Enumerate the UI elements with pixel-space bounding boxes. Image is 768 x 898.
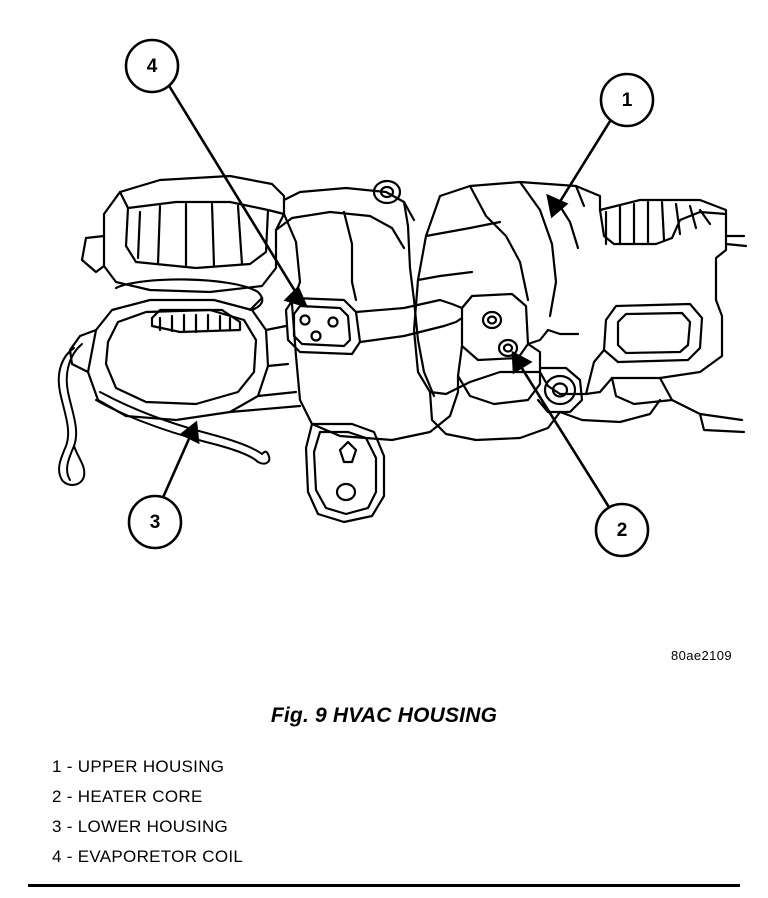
inlet-rib-2 <box>158 206 160 264</box>
leader-line-1 <box>556 118 612 208</box>
callout-1-label: 1 <box>621 90 633 112</box>
center-arch-mid <box>344 212 352 282</box>
lower-housing-top-seam <box>116 279 262 310</box>
figure-caption: Fig. 9 HVAC HOUSING <box>270 704 498 727</box>
plate-link-right-2 <box>360 326 444 342</box>
callout-4-label: 4 <box>146 56 158 78</box>
flange-hole-lower <box>337 484 355 500</box>
callout-3[interactable] <box>129 496 181 548</box>
side-boss-ring <box>545 376 575 404</box>
drain-tube-left <box>59 348 74 480</box>
detail-7 <box>444 318 462 326</box>
flange-hole-upper <box>340 442 356 462</box>
callout-1[interactable] <box>601 74 653 126</box>
detail-12 <box>418 272 472 280</box>
blower-scroll-inner <box>106 310 256 404</box>
left-inlet-tab <box>82 236 104 272</box>
left-inlet-inner <box>126 208 268 268</box>
leader-line-3 <box>161 432 192 502</box>
inlet-rib-1 <box>138 212 140 258</box>
heater-core-tube-1 <box>483 312 501 328</box>
detail-10 <box>586 350 604 394</box>
heater-core-tube-2-bore <box>504 345 512 352</box>
legend-item: 2 - HEATER CORE <box>52 787 203 806</box>
detail-4 <box>258 392 296 396</box>
housing-outline-group <box>59 176 746 522</box>
duct-rib-7 <box>690 206 696 228</box>
callout-3-label: 3 <box>149 512 161 534</box>
plate-link-right <box>356 300 440 312</box>
detail-11 <box>426 222 500 236</box>
inlet-rib-5 <box>238 206 242 264</box>
legend-item: 3 - LOWER HOUSING <box>52 817 229 836</box>
plate-hole-2 <box>329 318 338 327</box>
right-vent-inner <box>618 313 690 353</box>
center-seam-a <box>352 282 356 300</box>
detail-9 <box>548 330 578 334</box>
heater-core-tube-1-bore <box>488 317 496 324</box>
callout-bubbles <box>126 40 653 556</box>
figure-part-number: 80ae2109 <box>670 648 732 663</box>
leader-arrow-4 <box>286 288 306 306</box>
legend-item: 1 - UPPER HOUSING <box>52 757 225 776</box>
drain-tube-end <box>62 446 84 485</box>
plate-hole-3 <box>312 332 321 341</box>
page-bottom-rule <box>28 884 740 887</box>
harness-wire-2 <box>100 392 262 454</box>
figure-legend <box>52 752 552 872</box>
callout-4[interactable] <box>126 40 178 92</box>
left-inlet-housing <box>104 176 284 292</box>
detail-6 <box>440 300 462 308</box>
detail-8 <box>528 330 548 344</box>
upper-seam-1 <box>470 186 528 300</box>
plate-hole-1 <box>301 316 310 325</box>
evaporator-access-plate-inner <box>294 306 350 346</box>
legend-item: 4 - EVAPORETOR COIL <box>52 847 244 866</box>
left-inlet-lip <box>120 192 284 214</box>
callout-2-label: 2 <box>616 520 628 542</box>
duct-edge-right-2 <box>726 244 746 246</box>
detail-2 <box>266 326 286 330</box>
duct-rib-5 <box>662 202 664 240</box>
inlet-rib-4 <box>212 204 214 266</box>
detail-3 <box>268 364 288 366</box>
callout-2[interactable] <box>596 504 648 556</box>
